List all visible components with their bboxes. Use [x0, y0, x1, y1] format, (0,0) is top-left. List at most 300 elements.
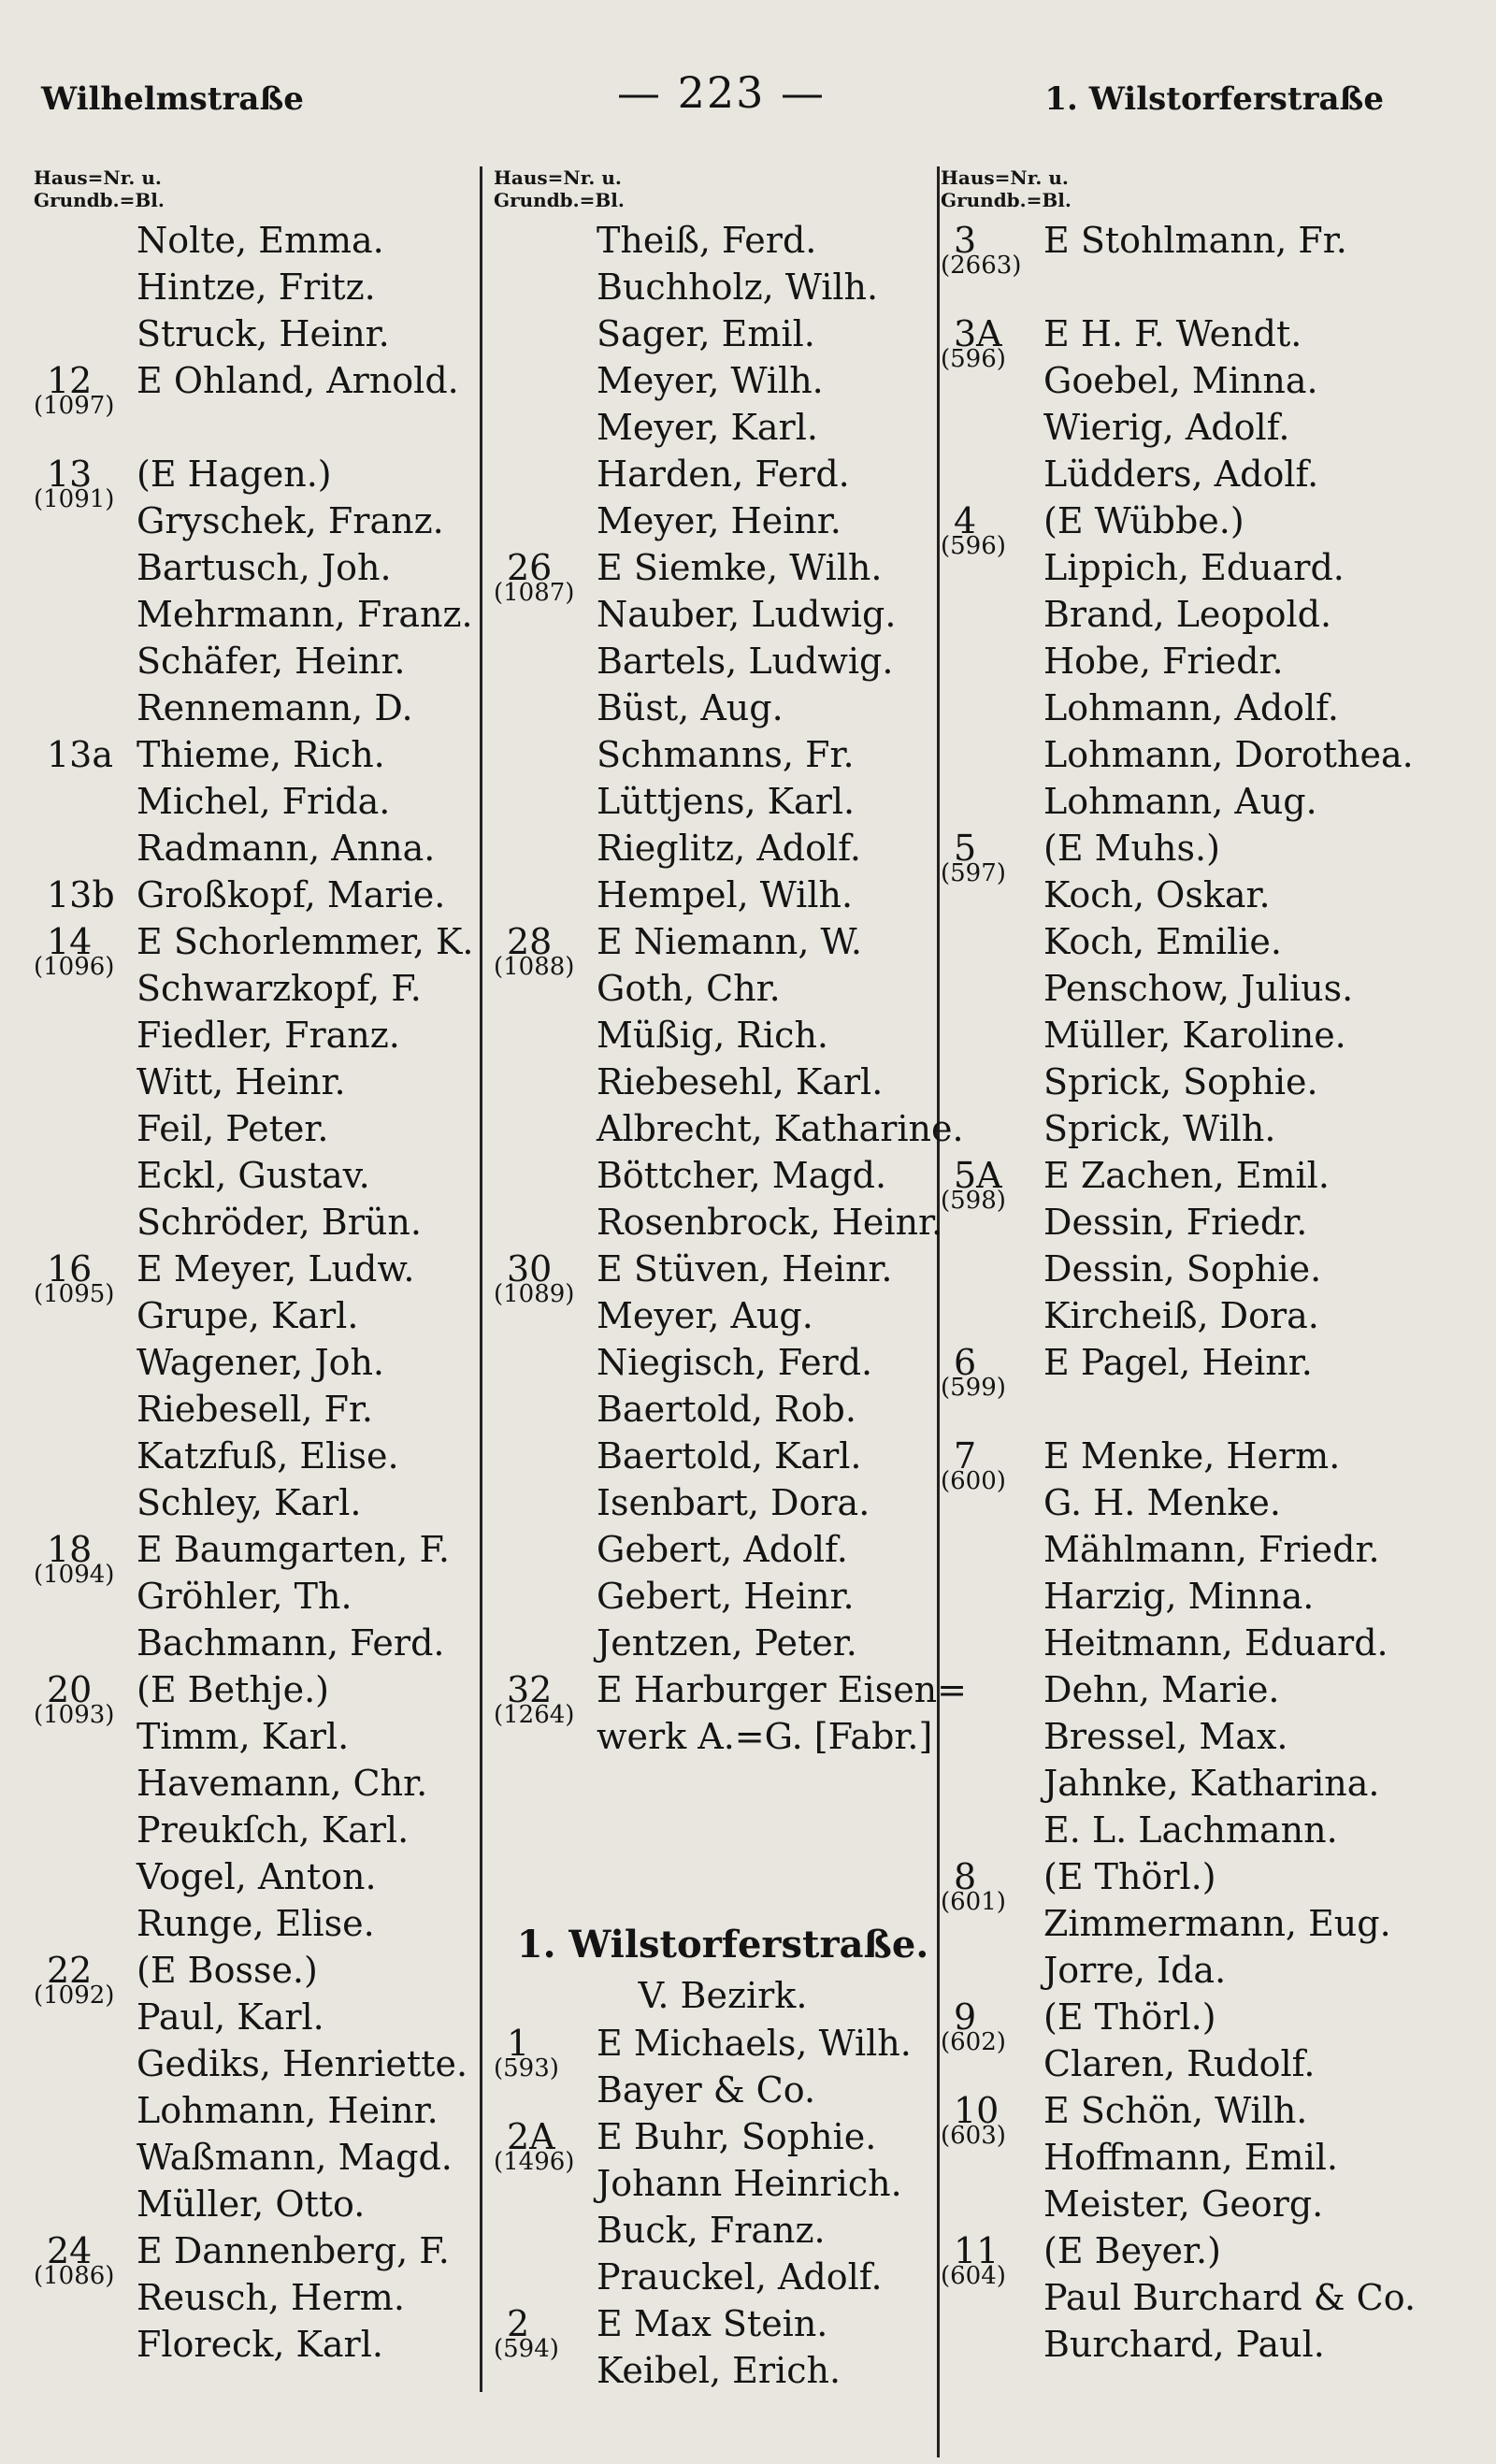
- resident-name: Buck, Franz.: [597, 2210, 826, 2251]
- directory-entry: [941, 1666, 1399, 1713]
- directory-entry: [34, 1573, 492, 1620]
- directory-entry: [34, 1994, 492, 2040]
- resident-name: E Harburger Eisen=: [597, 1669, 967, 1710]
- resident-name: Lohmann, Heinr.: [137, 2090, 439, 2131]
- directory-entry: [941, 1386, 1399, 1433]
- resident-name: Grupe, Karl.: [137, 1295, 359, 1336]
- directory-entry: [941, 1339, 1399, 1402]
- grundbuch-number: (603): [941, 2122, 1006, 2150]
- resident-name: Goth, Chr.: [597, 968, 781, 1009]
- column-1: [34, 166, 492, 2368]
- house-number: 13: [47, 454, 93, 495]
- resident-name: Bartels, Ludwig.: [597, 641, 894, 682]
- resident-name: Baertold, Karl.: [597, 1435, 862, 1477]
- directory-entry: [494, 1199, 952, 1246]
- directory-entry: [941, 1573, 1399, 1620]
- house-number: 1: [507, 2023, 530, 2064]
- column-3: [941, 166, 1417, 2368]
- resident-name: Brand, Leopold.: [1043, 594, 1332, 635]
- directory-entry: [34, 1900, 492, 1947]
- directory-entry: [34, 1386, 492, 1433]
- directory-entry: [494, 1713, 952, 1760]
- grundbuch-number: (1092): [34, 1981, 115, 2010]
- directory-entry: [34, 1012, 492, 1059]
- directory-entry: [494, 872, 952, 918]
- grundbuch-number: (598): [941, 1187, 1006, 1215]
- directory-entry: [941, 404, 1399, 451]
- resident-name: Riebesell, Fr.: [137, 1389, 373, 1430]
- resident-name: Penschow, Julius.: [1043, 968, 1354, 1009]
- grundbuch-number: (1264): [494, 1701, 575, 1729]
- resident-name: Schwarzkopf, F.: [137, 968, 422, 1009]
- directory-entry: [34, 310, 492, 357]
- resident-name: Koch, Emilie.: [1043, 921, 1282, 962]
- resident-name: Großkopf, Marie.: [137, 874, 446, 915]
- house-number: 6: [954, 1342, 977, 1383]
- directory-entry: [941, 1853, 1399, 1916]
- directory-entry: [494, 1620, 952, 1666]
- resident-name: Keibel, Erich.: [597, 2350, 842, 2391]
- directory-entry: [34, 1339, 492, 1386]
- resident-name: Thieme, Rich.: [137, 734, 385, 775]
- resident-name: Zimmermann, Eug.: [1043, 1903, 1391, 1944]
- resident-name: Meyer, Heinr.: [597, 500, 842, 541]
- directory-entry: [34, 684, 492, 731]
- grundbuch-number: (593): [494, 2054, 559, 2082]
- resident-name: Lippich, Eduard.: [1043, 547, 1345, 588]
- resident-name: E Buhr, Sophie.: [597, 2116, 877, 2157]
- resident-name: Fiedler, Franz.: [137, 1015, 400, 1056]
- house-number: 10: [954, 2090, 1000, 2131]
- house-number: 7: [954, 1435, 977, 1477]
- grundbuch-number: (597): [941, 859, 1006, 887]
- resident-name: Nauber, Ludwig.: [597, 594, 897, 635]
- resident-name: Nolte, Emma.: [137, 220, 384, 261]
- resident-name: E Michaels, Wilh.: [597, 2023, 912, 2064]
- resident-name: Schröder, Brün.: [137, 1202, 422, 1243]
- resident-name: Dessin, Sophie.: [1043, 1248, 1322, 1290]
- directory-entry: [34, 1620, 492, 1666]
- directory-entry: [34, 1526, 492, 1589]
- grundbuch-number: (600): [941, 1467, 1006, 1495]
- directory-entry: [494, 591, 952, 638]
- resident-name: Prauckel, Adolf.: [597, 2256, 883, 2298]
- directory-entry: [494, 918, 952, 981]
- directory-entry: [941, 1433, 1399, 1495]
- resident-name: E Stohlmann, Fr.: [1043, 220, 1347, 261]
- resident-name: Böttcher, Magd.: [597, 1155, 887, 1196]
- resident-name: Schmanns, Fr.: [597, 734, 855, 775]
- resident-name: Harden, Ferd.: [597, 454, 850, 495]
- resident-name: Theiß, Ferd.: [597, 220, 817, 261]
- directory-entry: [941, 591, 1399, 638]
- resident-name: (E Wübbe.): [1043, 500, 1244, 541]
- directory-entry: [34, 1152, 492, 1199]
- resident-name: Jorre, Ida.: [1043, 1950, 1227, 1991]
- directory-entry: [494, 451, 952, 497]
- house-number: 3A: [954, 313, 1002, 354]
- directory-entry: [941, 1713, 1399, 1760]
- grundbuch-number: (596): [941, 345, 1006, 373]
- resident-name: E Stüven, Heinr.: [597, 1248, 893, 1290]
- resident-name: Wierig, Adolf.: [1043, 407, 1290, 448]
- column-2: [494, 166, 967, 2394]
- house-number: 11: [954, 2230, 1000, 2271]
- resident-name: Schäfer, Heinr.: [137, 641, 406, 682]
- directory-entry: [494, 544, 952, 607]
- directory-entry: [34, 1853, 492, 1900]
- resident-name: Baertold, Rob.: [597, 1389, 856, 1430]
- resident-name: Büst, Aug.: [597, 687, 784, 728]
- resident-name: E Pagel, Heinr.: [1043, 1342, 1313, 1383]
- resident-name: Lüdders, Adolf.: [1043, 454, 1319, 495]
- resident-name: Jahnke, Katharina.: [1043, 1763, 1380, 1804]
- grundbuch-number: (594): [494, 2335, 559, 2363]
- directory-entry: [941, 2321, 1399, 2368]
- resident-name: Isenbart, Dora.: [597, 1482, 870, 1523]
- resident-name: Gryschek, Franz.: [137, 500, 444, 541]
- directory-entry: [494, 497, 952, 544]
- directory-entry: [494, 2020, 952, 2082]
- resident-name: E Schorlemmer, K.: [137, 921, 474, 962]
- directory-entry: [34, 1947, 492, 2010]
- directory-entry: [494, 1152, 952, 1199]
- directory-entry: [494, 310, 952, 357]
- resident-name: Gediks, Henriette.: [137, 2043, 468, 2084]
- page-number: — 223 —: [617, 67, 827, 118]
- resident-name: Struck, Heinr.: [137, 313, 390, 354]
- directory-entry: [34, 1105, 492, 1152]
- resident-name: (E Bethje.): [137, 1669, 329, 1710]
- grundbuch-number: (604): [941, 2262, 1006, 2290]
- house-number: 12: [47, 360, 93, 401]
- directory-entry: [494, 1292, 952, 1339]
- directory-entry: [34, 778, 492, 825]
- house-number: 24: [47, 2230, 93, 2271]
- resident-name: E Zachen, Emil.: [1043, 1155, 1330, 1196]
- resident-name: E Siemke, Wilh.: [597, 547, 883, 588]
- resident-name: Hempel, Wilh.: [597, 874, 854, 915]
- directory-entry: [941, 1760, 1399, 1807]
- resident-name: Niegisch, Ferd.: [597, 1342, 873, 1383]
- grundbuch-number: (2663): [941, 252, 1022, 280]
- house-number: 4: [954, 500, 977, 541]
- directory-entry: [34, 451, 492, 513]
- resident-name: E Schön, Wilh.: [1043, 2090, 1308, 2131]
- resident-name: Koch, Oskar.: [1043, 874, 1271, 915]
- directory-entry: [941, 1994, 1399, 2056]
- directory-entry: [941, 1059, 1399, 1105]
- directory-entry: [494, 1246, 952, 1308]
- resident-name: E H. F. Wendt.: [1043, 313, 1302, 354]
- directory-entry: [494, 1386, 952, 1433]
- directory-entry: [941, 1199, 1399, 1246]
- directory-entry: [494, 1105, 964, 1152]
- resident-name: Heitmann, Eduard.: [1043, 1622, 1388, 1664]
- directory-entry: [494, 404, 952, 451]
- house-number: 13a: [47, 734, 114, 775]
- resident-name: Vogel, Anton.: [137, 1856, 377, 1897]
- resident-name: Gebert, Heinr.: [597, 1576, 855, 1617]
- resident-name: Gebert, Adolf.: [597, 1529, 848, 1570]
- resident-name: Bachmann, Ferd.: [137, 1622, 445, 1664]
- directory-entry: [34, 638, 492, 684]
- directory-entry: [941, 2087, 1399, 2150]
- directory-entry: [941, 731, 1414, 778]
- grundbuch-number: (1087): [494, 579, 575, 607]
- directory-entry: [941, 2227, 1399, 2290]
- directory-entry: [494, 965, 952, 1012]
- resident-name: Rennemann, D.: [137, 687, 413, 728]
- directory-entry: [941, 872, 1399, 918]
- column-heading: Haus=Nr. u. Grundb.=Bl.: [494, 166, 625, 211]
- directory-entry: [34, 1199, 492, 1246]
- directory-entry: [941, 1900, 1399, 1947]
- directory-entry: [494, 217, 952, 264]
- directory-entry: [941, 2181, 1399, 2227]
- house-number: 16: [47, 1248, 93, 1290]
- resident-name: Mählmann, Friedr.: [1043, 1529, 1380, 1570]
- directory-entry: [494, 1059, 952, 1105]
- resident-name: Timm, Karl.: [137, 1716, 350, 1757]
- resident-name: Reusch, Herm.: [137, 2277, 405, 2318]
- house-number: 5: [954, 828, 977, 869]
- resident-name: Gröhler, Th.: [137, 1576, 352, 1617]
- grundbuch-number: (1096): [34, 953, 115, 981]
- directory-entry: [941, 1526, 1399, 1573]
- resident-name: Havemann, Chr.: [137, 1763, 428, 1804]
- resident-name: Bartusch, Joh.: [137, 547, 392, 588]
- directory-entry: [34, 872, 492, 918]
- directory-entry: [34, 2181, 492, 2227]
- resident-name: Bressel, Max.: [1043, 1716, 1288, 1757]
- resident-name: Kircheiß, Dora.: [1043, 1295, 1319, 1336]
- directory-entry: [494, 357, 952, 404]
- directory-entry: [34, 591, 492, 638]
- resident-name: E Max Stein.: [597, 2303, 828, 2344]
- resident-name: Lohmann, Dorothea.: [1043, 734, 1414, 775]
- grundbuch-number: (1097): [34, 392, 115, 420]
- directory-entry: [941, 310, 1399, 373]
- house-number: 22: [47, 1950, 93, 1991]
- resident-name: Katzfuß, Elise.: [137, 1435, 399, 1477]
- resident-name: (E Thörl.): [1043, 1996, 1216, 2038]
- grundbuch-number: (601): [941, 1888, 1006, 1916]
- directory-entry: [34, 1713, 492, 1760]
- resident-name: werk A.=G. [Fabr.]: [597, 1716, 933, 1757]
- directory-entry: [941, 1292, 1399, 1339]
- directory-entry: [494, 1012, 952, 1059]
- directory-entry: [494, 1526, 952, 1573]
- resident-name: Johann Heinrich.: [597, 2163, 902, 2204]
- directory-entry: [34, 1666, 492, 1729]
- grundbuch-number: (1088): [494, 953, 575, 981]
- directory-entry: [941, 1807, 1399, 1853]
- resident-name: Preukſch, Karl.: [137, 1809, 410, 1851]
- resident-name: Michel, Frida.: [137, 781, 391, 822]
- grundbuch-number: (599): [941, 1374, 1006, 1402]
- directory-entry: [941, 825, 1399, 887]
- resident-name: Rieglitz, Adolf.: [597, 828, 861, 869]
- directory-entry: [34, 1433, 492, 1479]
- directory-entry: [494, 2207, 952, 2254]
- resident-name: Albrecht, Katharine.: [597, 1108, 964, 1149]
- resident-name: Hoffmann, Emil.: [1043, 2137, 1338, 2178]
- directory-entry: [494, 264, 952, 310]
- grundbuch-number: (1091): [34, 485, 115, 513]
- resident-name: Floreck, Karl.: [137, 2324, 383, 2365]
- resident-name: (E Thörl.): [1043, 1856, 1216, 1897]
- directory-entry: [941, 357, 1399, 404]
- directory-entry: [34, 2087, 492, 2134]
- directory-entry: [494, 1573, 952, 1620]
- directory-entry: [34, 357, 492, 420]
- resident-name: Burchard, Paul.: [1043, 2324, 1325, 2365]
- house-number: 2: [507, 2303, 530, 2344]
- directory-entry: [34, 544, 492, 591]
- directory-entry: [34, 497, 492, 544]
- directory-entry: [941, 264, 1399, 310]
- resident-name: Meyer, Wilh.: [597, 360, 824, 401]
- directory-entry: [494, 1666, 967, 1729]
- resident-name: Lohmann, Adolf.: [1043, 687, 1339, 728]
- directory-entry: [34, 1292, 492, 1339]
- resident-name: Claren, Rudolf.: [1043, 2043, 1316, 2084]
- house-number: 30: [507, 1248, 553, 1290]
- directory-entry: [941, 2134, 1399, 2181]
- directory-entry: [494, 2300, 952, 2363]
- house-number: 14: [47, 921, 93, 962]
- house-number: 28: [507, 921, 553, 962]
- directory-entry: [494, 825, 952, 872]
- resident-name: Meyer, Karl.: [597, 407, 818, 448]
- directory-entry: [941, 1479, 1399, 1526]
- grundbuch-number: (1095): [34, 1280, 115, 1308]
- resident-name: Riebesehl, Karl.: [597, 1061, 884, 1102]
- house-number: 20: [47, 1669, 93, 1710]
- grundbuch-number: (1086): [34, 2262, 115, 2290]
- resident-name: Paul Burchard & Co.: [1043, 2277, 1417, 2318]
- resident-name: Hintze, Fritz.: [137, 267, 376, 308]
- directory-entry: [34, 2040, 492, 2087]
- directory-entry: [494, 731, 952, 778]
- resident-name: Dessin, Friedr.: [1043, 1202, 1308, 1243]
- resident-name: Paul, Karl.: [137, 1996, 324, 2038]
- resident-name: Sager, Emil.: [597, 313, 815, 354]
- directory-entry: [494, 2113, 952, 2176]
- directory-entry: [941, 1947, 1399, 1994]
- directory-entry: [494, 2254, 952, 2300]
- house-number: 2A: [507, 2116, 555, 2157]
- directory-entry: [34, 965, 492, 1012]
- resident-name: Feil, Peter.: [137, 1108, 329, 1149]
- resident-name: Meister, Georg.: [1043, 2183, 1324, 2225]
- grundbuch-number: (602): [941, 2028, 1006, 2056]
- house-number: 3: [954, 220, 977, 261]
- house-number: 32: [507, 1669, 553, 1710]
- resident-name: Witt, Heinr.: [137, 1061, 346, 1102]
- resident-name: E Baumgarten, F.: [137, 1529, 450, 1570]
- house-number: 18: [47, 1529, 93, 1570]
- directory-entry: [941, 918, 1399, 965]
- column-heading: Haus=Nr. u. Grundb.=Bl.: [941, 166, 1072, 211]
- directory-entry: [494, 684, 952, 731]
- directory-entry: [34, 1246, 492, 1308]
- house-number: 5A: [954, 1155, 1002, 1196]
- resident-name: Goebel, Minna.: [1043, 360, 1318, 401]
- resident-name: E. L. Lachmann.: [1043, 1809, 1338, 1851]
- resident-name: Müller, Karoline.: [1043, 1015, 1346, 1056]
- resident-name: E Niemann, W.: [597, 921, 862, 962]
- resident-name: Radmann, Anna.: [137, 828, 436, 869]
- directory-entry: [34, 2227, 492, 2290]
- directory-entry: [941, 1246, 1399, 1292]
- directory-entry: [494, 1479, 952, 1526]
- resident-name: Sprick, Wilh.: [1043, 1108, 1276, 1149]
- directory-entry: [494, 2160, 952, 2207]
- resident-name: E Meyer, Ludw.: [137, 1248, 415, 1290]
- directory-entry: [941, 684, 1399, 731]
- resident-name: Wagener, Joh.: [137, 1342, 384, 1383]
- grundbuch-number: (596): [941, 532, 1006, 560]
- resident-name: Müßig, Rich.: [597, 1015, 829, 1056]
- directory-entry: [941, 1012, 1399, 1059]
- grundbuch-number: (1496): [494, 2148, 575, 2176]
- resident-name: E Menke, Herm.: [1043, 1435, 1341, 1477]
- directory-entry: [941, 778, 1399, 825]
- directory-entry: [34, 2321, 492, 2368]
- resident-name: Rosenbrock, Heinr.: [597, 1202, 943, 1243]
- resident-name: Buchholz, Wilh.: [597, 267, 879, 308]
- header-left-street: Wilhelmstraße: [41, 80, 304, 118]
- resident-name: Sprick, Sophie.: [1043, 1061, 1318, 1102]
- directory-entry: [941, 1152, 1399, 1215]
- directory-entry: [494, 2067, 952, 2113]
- directory-entry: [34, 1479, 492, 1526]
- directory-entry: [941, 451, 1399, 497]
- resident-name: (E Bosse.): [137, 1950, 318, 1991]
- resident-name: Müller, Otto.: [137, 2183, 366, 2225]
- resident-name: Harzig, Minna.: [1043, 1576, 1315, 1617]
- house-number: 8: [954, 1856, 977, 1897]
- directory-entry: [34, 404, 492, 451]
- resident-name: Dehn, Marie.: [1043, 1669, 1280, 1710]
- house-number: 13b: [47, 874, 115, 915]
- resident-name: Bayer & Co.: [597, 2069, 816, 2111]
- resident-name: E Ohland, Arnold.: [137, 360, 459, 401]
- directory-entry: [494, 2347, 952, 2394]
- resident-name: Mehrmann, Franz.: [137, 594, 473, 635]
- directory-entry: [34, 264, 492, 310]
- resident-name: Runge, Elise.: [137, 1903, 375, 1944]
- house-number: 26: [507, 547, 553, 588]
- directory-entry: [941, 1105, 1399, 1152]
- grundbuch-number: (1093): [34, 1701, 115, 1729]
- directory-entry: [941, 965, 1399, 1012]
- resident-name: Meyer, Aug.: [597, 1295, 813, 1336]
- resident-name: Hobe, Friedr.: [1043, 641, 1284, 682]
- directory-entry: [34, 918, 492, 981]
- resident-name: E Dannenberg, F.: [137, 2230, 450, 2271]
- directory-entry: [34, 217, 492, 264]
- column-heading: Haus=Nr. u. Grundb.=Bl.: [34, 166, 165, 211]
- directory-entry: [34, 825, 492, 872]
- resident-name: (E Muhs.): [1043, 828, 1220, 869]
- resident-name: G. H. Menke.: [1043, 1482, 1281, 1523]
- directory-entry: [941, 497, 1399, 560]
- resident-name: Schley, Karl.: [137, 1482, 362, 1523]
- house-number: 9: [954, 1996, 977, 2038]
